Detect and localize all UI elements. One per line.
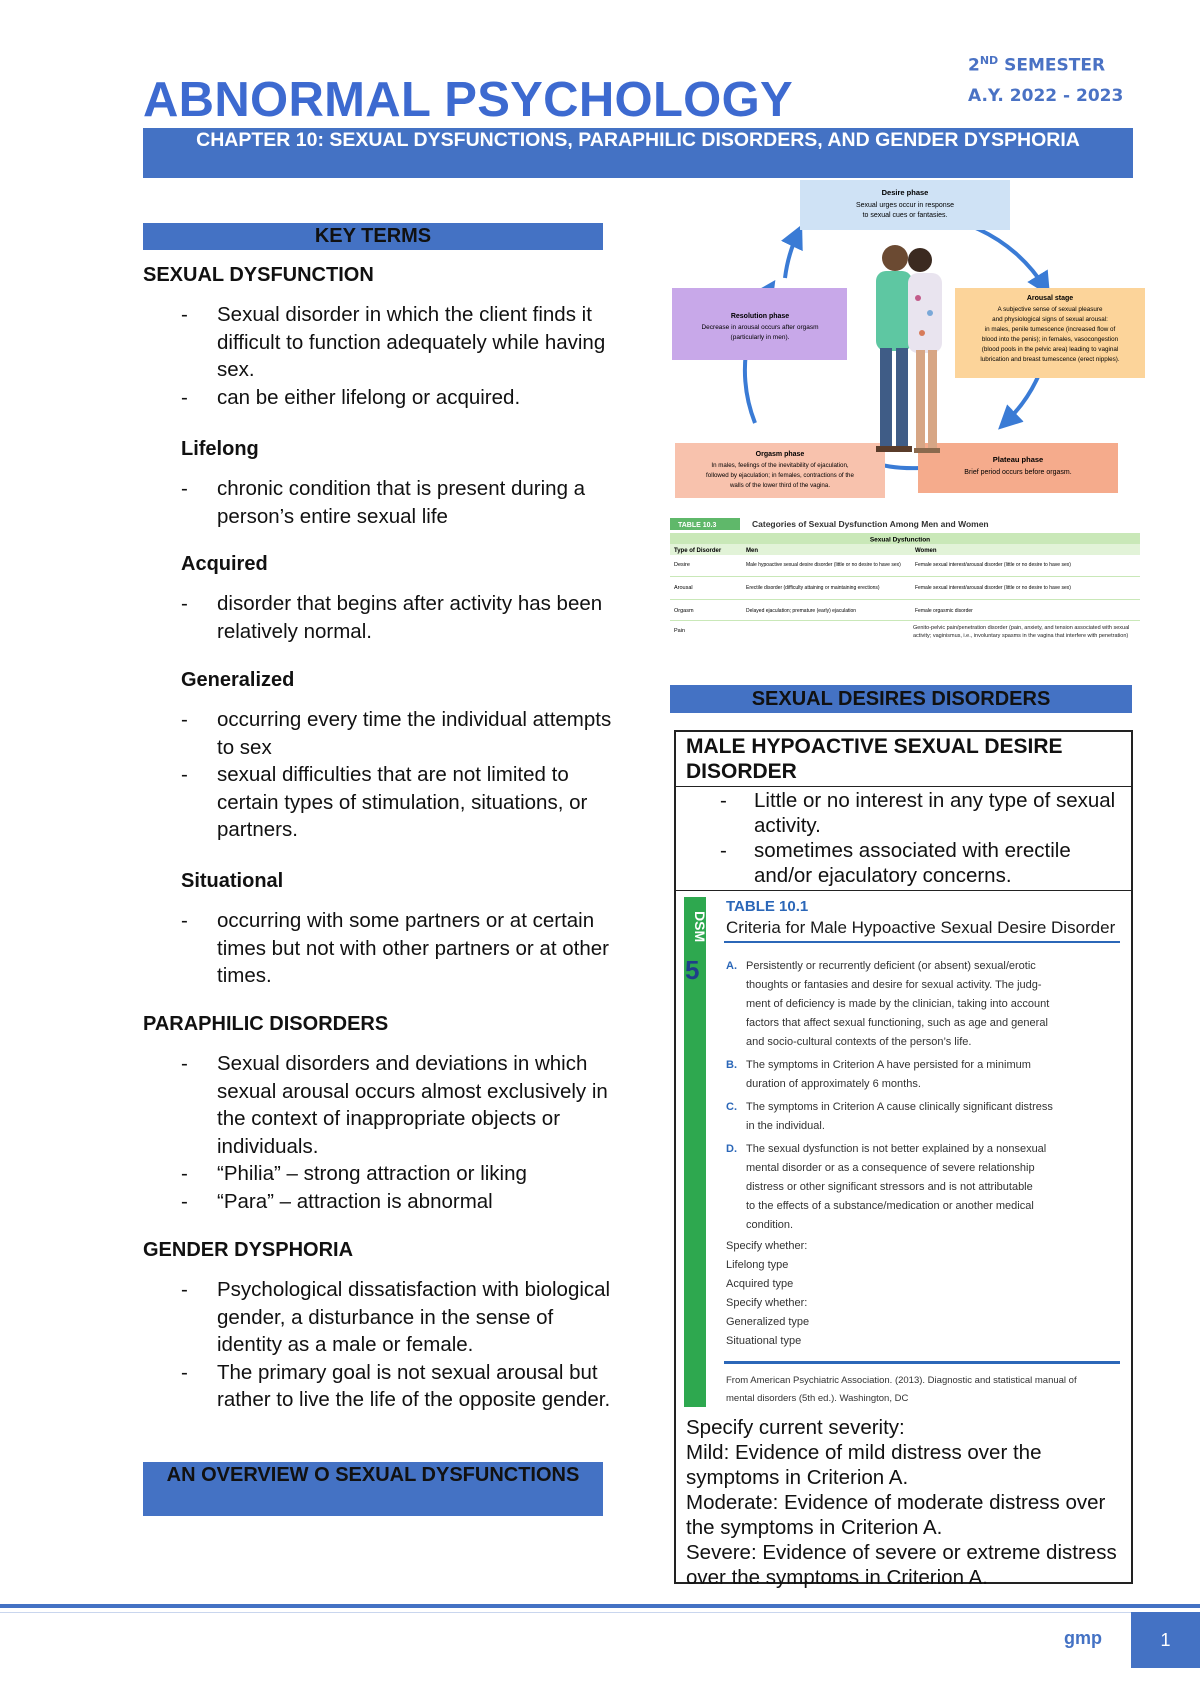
svg-text:ment of deficiency is made by: ment of deficiency is made by the clinician, taking into account bbox=[746, 998, 1050, 1010]
footer-rule bbox=[0, 1604, 1200, 1608]
list-item: - chronic condition that is present during a person’s entire sexual life bbox=[181, 475, 613, 530]
svg-text:Specify whether:: Specify whether: bbox=[726, 1240, 808, 1252]
sexual-dysfunction-section bbox=[143, 264, 613, 411]
chapter-banner: CHAPTER 10: SEXUAL DYSFUNCTIONS, PARAPHILIC DISORDERS, AND GENDER DYSPHORIA bbox=[143, 128, 1133, 178]
arousal-stage-box bbox=[955, 288, 1145, 378]
svg-text:Female orgasmic disorder: Female orgasmic disorder bbox=[915, 608, 973, 614]
dsm-criteria-figure bbox=[676, 890, 1131, 1415]
academic-year: A.Y. 2022 - 2023 bbox=[968, 85, 1124, 106]
sub-heading: Lifelong bbox=[181, 438, 259, 460]
svg-text:Generalized type: Generalized type bbox=[726, 1316, 810, 1328]
list-item: - sexual difficulties that are not limited to certain types of stimulation, situations, or partners. bbox=[181, 761, 613, 844]
svg-text:The symptoms in Criterion A ha: The symptoms in Criterion A have persisted for a minimum bbox=[746, 1059, 1031, 1071]
svg-text:to the effects of a substance/: to the effects of a substance/medication or another medical bbox=[746, 1200, 1034, 1212]
svg-text:Orgasm: Orgasm bbox=[674, 608, 694, 614]
gender-dysphoria-section bbox=[143, 1239, 613, 1414]
plateau-phase-box bbox=[918, 443, 1118, 493]
svg-text:Desire: Desire bbox=[674, 562, 690, 568]
svg-text:Resolution phase: Resolution phase bbox=[730, 313, 790, 320]
dsm-table-title: Criteria for Male Hypoactive Sexual Desire Disorder bbox=[726, 918, 1116, 937]
list-item: - The primary goal is not sexual arousal but rather to live the life of the opposite gender. bbox=[181, 1359, 613, 1414]
list-item: - “Philia” – strong attraction or liking bbox=[181, 1160, 613, 1188]
svg-text:Pain: Pain bbox=[674, 628, 686, 634]
section-heading: PARAPHILIC DISORDERS bbox=[143, 1013, 389, 1035]
svg-text:distress or other significant: distress or other significant stressors and is not attributable bbox=[746, 1181, 1033, 1193]
list-item: - Little or no interest in any type of sexual activity. bbox=[720, 788, 1131, 838]
page-number: 1 bbox=[1131, 1612, 1200, 1668]
orgasm-phase-box bbox=[675, 443, 885, 498]
list-item: - can be either lifelong or acquired. bbox=[181, 384, 613, 412]
svg-text:Specify whether:: Specify whether: bbox=[726, 1297, 808, 1309]
list-item: - disorder that begins after activity has been relatively normal. bbox=[181, 590, 613, 645]
acquired-section bbox=[143, 553, 613, 645]
svg-text:Plateau phase: Plateau phase bbox=[992, 455, 1044, 464]
dsm-source: From American Psychiatric Association. (2013). Diagnostic and statistical manual of bbox=[726, 1375, 1077, 1386]
list-item: - Sexual disorders and deviations in which sexual arousal occurs almost exclusively in the context of inappropriate objects or individuals. bbox=[181, 1050, 613, 1160]
svg-text:In males, feelings of the inev: In males, feelings of the inevitability of ejaculation, bbox=[711, 462, 849, 469]
svg-text:Sexual Dysfunction: Sexual Dysfunction bbox=[869, 536, 931, 544]
svg-text:duration of approximately 6 mo: duration of approximately 6 months. bbox=[746, 1078, 921, 1090]
svg-text:(blood pools in the pelvic are: (blood pools in the pelvic area) leading to vaginal bbox=[981, 346, 1119, 353]
criterion-c bbox=[726, 1101, 1053, 1132]
paraphilic-section bbox=[143, 1013, 613, 1215]
sexual-response-cycle-figure bbox=[670, 178, 1150, 508]
male-hypoactive-box bbox=[674, 730, 1133, 1589]
lifelong-section bbox=[143, 438, 613, 530]
table-10-3 bbox=[670, 516, 1145, 666]
svg-text:Arousal stage: Arousal stage bbox=[1026, 295, 1074, 302]
dsm-label: DSM bbox=[692, 911, 708, 943]
sub-heading: Acquired bbox=[181, 553, 268, 575]
svg-text:in males, penile tumescence (i: in males, penile tumescence (increased flow of bbox=[984, 326, 1116, 333]
sexual-desires-banner: SEXUAL DESIRES DISORDERS bbox=[670, 685, 1132, 713]
key-terms-banner: KEY TERMS bbox=[143, 223, 603, 250]
overview-banner: AN OVERVIEW O SEXUAL DYSFUNCTIONS bbox=[143, 1462, 603, 1516]
svg-text:thoughts or fantasies and desi: thoughts or fantasies and desire for sexual activity. The judg- bbox=[746, 979, 1042, 991]
list-item: - “Para” – attraction is abnormal bbox=[181, 1188, 613, 1216]
svg-text:and socio-cultural contexts of: and socio-cultural contexts of the person’s life. bbox=[746, 1036, 972, 1048]
svg-text:Brief period occurs before org: Brief period occurs before orgasm. bbox=[964, 469, 1072, 476]
table-caption: Categories of Sexual Dysfunction Among Men and Women bbox=[752, 519, 989, 529]
list-item: - Psychological dissatisfaction with biological gender, a disturbance in the sense of identity as a male or female. bbox=[181, 1276, 613, 1359]
table-row bbox=[674, 562, 1071, 568]
desire-phase-box bbox=[800, 180, 1010, 230]
box-heading: MALE HYPOACTIVE SEXUAL DESIRE DISORDER bbox=[676, 732, 1131, 787]
sub-heading: Situational bbox=[181, 870, 284, 892]
list-item: - Sexual disorder in which the client finds it difficult to function adequately while having sex. bbox=[181, 301, 613, 384]
table-row: Pain Genito-pelvic pain/penetration disorder (pain, anxiety, and tension associated with sexual activity; vaginismus, i.e., involuntary spasms in the vagina that interfere with penetration) bbox=[674, 625, 1130, 639]
svg-text:in the individual.: in the individual. bbox=[746, 1120, 825, 1132]
svg-text:The sexual dysfunction is not: The sexual dysfunction is not better explained by a nonsexual bbox=[746, 1143, 1047, 1155]
svg-text:Orgasm phase: Orgasm phase bbox=[755, 451, 805, 458]
specifiers bbox=[726, 1240, 809, 1347]
svg-text:Acquired type: Acquired type bbox=[726, 1278, 794, 1290]
criterion-a bbox=[726, 960, 1049, 1048]
svg-text:Persistently or recurrently de: Persistently or recurrently deficient (or absent) sexual/erotic bbox=[746, 960, 1036, 972]
svg-text:Male hypoactive sexual desire: Male hypoactive sexual desire disorder (little or no desire to have sex) bbox=[746, 562, 901, 568]
footer-initials: gmp bbox=[1064, 1628, 1102, 1648]
sub-heading: Generalized bbox=[181, 669, 295, 691]
column-header: Men bbox=[746, 548, 758, 554]
svg-text:Lifelong type: Lifelong type bbox=[726, 1259, 789, 1271]
list-item: - occurring every time the individual attempts to sex bbox=[181, 706, 613, 761]
svg-text:A subjective sense of sexual p: A subjective sense of sexual pleasure bbox=[997, 306, 1103, 313]
column-header: Type of Disorder bbox=[674, 548, 722, 554]
page-title: ABNORMAL PSYCHOLOGY bbox=[143, 73, 793, 127]
table-row bbox=[674, 608, 973, 614]
svg-text:Situational type: Situational type bbox=[726, 1335, 802, 1347]
situational-section bbox=[143, 870, 613, 990]
svg-text:mental disorder or as a conseq: mental disorder or as a consequence of severe relationship bbox=[746, 1162, 1035, 1174]
svg-text:(particularly in men).: (particularly in men). bbox=[730, 334, 790, 341]
dsm-source: mental disorders (5th ed.). Washington, DC bbox=[726, 1393, 909, 1404]
svg-text:walls of the lower third of th: walls of the lower third of the vagina. bbox=[729, 482, 831, 489]
footer-rule-thin bbox=[0, 1612, 1200, 1613]
svg-text:C.: C. bbox=[726, 1101, 737, 1113]
semester-label: 2ND SEMESTER A.Y. 2022 - 2023 bbox=[968, 46, 1123, 111]
svg-text:Arousal: Arousal bbox=[674, 585, 693, 591]
criterion-b bbox=[726, 1059, 1031, 1090]
dsm-number: 5 bbox=[685, 955, 700, 985]
svg-text:factors that affect sexual fun: factors that affect sexual functioning, such as age and general bbox=[746, 1017, 1048, 1029]
column-header: Women bbox=[915, 548, 937, 554]
svg-text:Decrease in arousal occurs aft: Decrease in arousal occurs after orgasm bbox=[701, 324, 819, 331]
svg-text:condition.: condition. bbox=[746, 1219, 794, 1231]
resolution-phase-box bbox=[672, 288, 847, 360]
svg-text:A.: A. bbox=[726, 960, 737, 972]
svg-text:D.: D. bbox=[726, 1143, 737, 1155]
generalized-section bbox=[143, 669, 613, 844]
svg-text:to sexual cues or fantasies.: to sexual cues or fantasies. bbox=[862, 212, 948, 219]
table-tag: TABLE 10.3 bbox=[678, 522, 717, 529]
dsm-table-number: TABLE 10.1 bbox=[726, 898, 809, 915]
svg-text:Erectile disorder (difficulty: Erectile disorder (difficulty attaining or maintaining erections) bbox=[746, 585, 880, 591]
svg-text:lubrication and breast tumesce: lubrication and breast tumescence (erect nipples). bbox=[980, 356, 1120, 363]
section-heading: GENDER DYSPHORIA bbox=[143, 1239, 354, 1261]
list-item: - sometimes associated with erectile and/or ejaculatory concerns. bbox=[720, 838, 1131, 888]
svg-text:blood into the penis); in fema: blood into the penis); in females, vasocongestion bbox=[981, 336, 1119, 343]
svg-text:Female sexual interest/arousal: Female sexual interest/arousal disorder (little or no desire to have sex) bbox=[915, 585, 1071, 591]
svg-text:Sexual urges occur in response: Sexual urges occur in response bbox=[855, 202, 955, 209]
svg-text:B.: B. bbox=[726, 1059, 737, 1071]
list-item: - occurring with some partners or at certain times but not with other partners or at other times. bbox=[181, 907, 613, 990]
criterion-d bbox=[726, 1143, 1046, 1231]
severity-specifier: Specify current severity: Mild: Evidence of mild distress over the symptoms in Criterion A. Moderate: Evidence of moderate distress over the symptoms in Criterion A. Severe: Evidence of severe or extreme distress over the symptoms in Criterion A. bbox=[686, 1416, 1117, 1589]
table-row bbox=[674, 585, 1071, 591]
svg-text:and physiological signs of sex: and physiological signs of sexual arousal: bbox=[992, 316, 1108, 323]
couple-illustration bbox=[876, 245, 942, 453]
svg-text:followed by ejaculation; in fe: followed by ejaculation; in females, contractions of the bbox=[706, 472, 854, 479]
svg-text:Desire phase: Desire phase bbox=[881, 188, 929, 197]
section-heading: SEXUAL DYSFUNCTION bbox=[143, 264, 374, 286]
svg-text:Delayed ejaculation; premature: Delayed ejaculation; premature (early) ejaculation bbox=[746, 608, 857, 614]
svg-text:Female sexual interest/arousal: Female sexual interest/arousal disorder (little or no desire to have sex) bbox=[915, 562, 1071, 568]
svg-text:The symptoms in Criterion A ca: The symptoms in Criterion A cause clinically significant distress bbox=[746, 1101, 1053, 1113]
